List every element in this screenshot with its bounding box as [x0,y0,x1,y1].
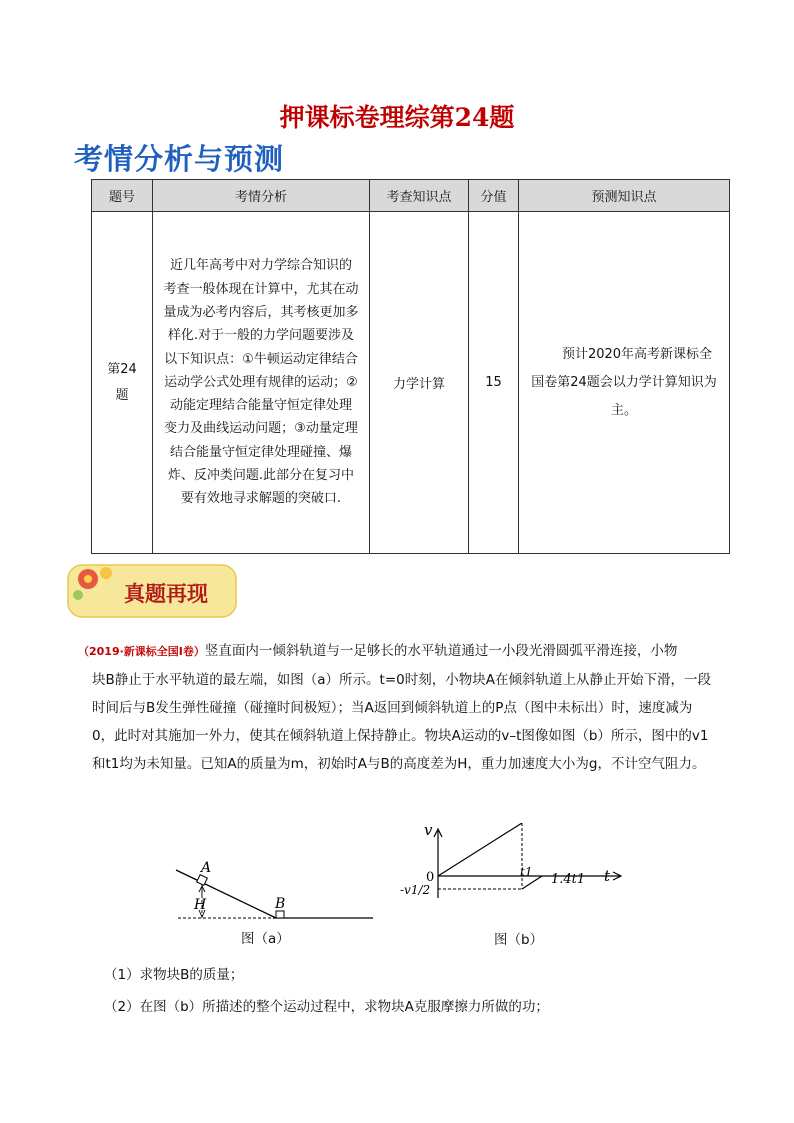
question-1: （1）求物块B的质量； [104,967,244,983]
label-a: A [201,860,212,876]
neg-half-v1-label: -v1/2 [400,883,431,897]
problem-line: 块B静止于水平轨道的最左端，如图（a）所示。t=0时刻，小物块A在倾斜轨道上从静止开始下滑，一段 [92,672,711,688]
analysis-line: 变力及曲线运动问题；③动量定理 [164,421,358,437]
figure-a-caption: 图（a） [241,931,290,947]
header-analysis: 考情分析 [153,180,370,212]
cell-number: 第24题 [92,212,153,554]
analysis-line: 样化.对于一般的力学问题要涉及 [167,328,355,344]
problem-line: 0，此时对其施加一外力，使其在倾斜轨道上保持静止。物块A运动的v–t图像如图（b）所示，图中的v1 [92,728,709,744]
analysis-line: 量成为必考内容后，其考核更加多 [163,304,359,320]
analysis-line: 运动学公式处理有规律的运动；② [164,374,358,390]
page-title: 押课标卷理综第24题 [279,103,515,132]
header-score: 分值 [469,180,519,212]
t14-label: 1.4t1 [551,872,586,887]
analysis-line: 炸、反冲类问题.此部分在复习中 [167,468,355,484]
header-number: 题号 [92,180,153,212]
table-header-row [92,180,730,212]
incline-track [176,870,276,918]
section-banner [66,561,238,621]
label-b: B [275,896,286,912]
analysis-line: 结合能量守恒定律处理碰撞、爆 [169,444,352,460]
axis-v-label: v [424,823,433,839]
table-row [92,212,730,554]
analysis-line: 考查一般体现在计算中，尤其在动 [163,281,359,297]
analysis-line: 动能定理结合能量守恒定律处理 [169,398,352,414]
question-2: （2）在图（b）所描述的整个运动过程中，求物块A克服摩擦力所做的功； [104,999,549,1015]
problem-line: 时间后与B发生弹性碰撞（碰撞时间极短）；当A返回到倾斜轨道上的P点（图中未标出）时，速度减为 [92,700,693,716]
graph-segment-rise [438,823,522,876]
problem-text [78,637,728,778]
header-knowledge: 考查知识点 [370,180,469,212]
banner-text: 真题再现 [124,581,208,606]
analysis-line: 要有效地寻求解题的突破口. [180,491,342,507]
cell-prediction: 预计2020年高考新课标全国卷第24题会以力学计算知识为主。 [519,212,730,554]
problem-line: 和t1均为未知量。已知A的质量为m，初始时A与B的高度差为H，重力加速度大小为g，不计空气阻力。 [92,756,706,772]
axis-t-label: t [604,867,611,885]
header-prediction: 预测知识点 [519,180,730,212]
analysis-table [91,179,730,554]
analysis-line: 近几年高考中对力学综合知识的 [169,258,352,274]
analysis-line: 以下知识点：①牛顿运动定律结合 [164,351,358,367]
label-h: H [194,897,207,913]
t1-label: t1 [520,865,533,879]
problem-source: （2019·新课标全国Ⅰ卷） [78,645,205,658]
cell-knowledge: 力学计算 [370,212,469,554]
figure-b-caption: 图（b） [494,932,544,948]
problem-line: 竖直面内一倾斜轨道与一足够长的水平轨道通过一小段光滑圆弧平滑连接，小物 [204,643,678,659]
block-b [276,911,284,918]
section-heading: 考情分析与预测 [74,142,285,176]
origin-label: 0 [426,870,435,885]
cell-score: 15 [469,212,519,554]
cell-analysis [153,212,370,554]
